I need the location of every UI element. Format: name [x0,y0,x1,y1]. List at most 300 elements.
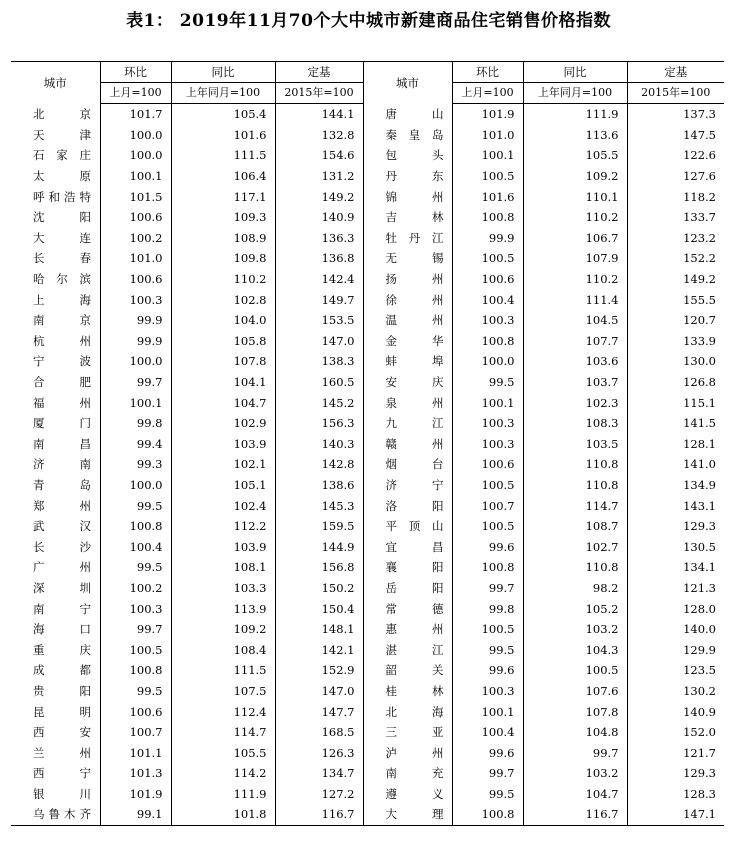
base-cell: 142.1 [275,639,363,660]
mom-cell: 100.1 [100,392,171,413]
yoy-cell: 111.5 [171,660,275,681]
mom-cell: 99.7 [100,372,171,393]
city-cell [363,681,452,702]
city-cell [363,145,452,166]
base-cell: 115.1 [627,392,724,413]
mom-cell: 100.1 [452,392,523,413]
base-cell: 130.2 [627,681,724,702]
city-name: 南 宁 [33,601,91,616]
table-row [11,804,724,825]
mom-cell: 101.1 [100,742,171,763]
city-name: 秦 皇 岛 [385,127,444,142]
yoy-cell: 110.2 [523,269,627,290]
city-cell [363,331,452,352]
table-row [11,125,724,146]
base-cell: 126.3 [275,742,363,763]
mom-cell: 100.6 [452,269,523,290]
city-cell [363,392,452,413]
base-cell: 128.3 [627,784,724,805]
base-cell: 159.5 [275,516,363,537]
mom-cell: 100.2 [100,228,171,249]
city-name: 徐 州 [385,292,444,307]
mom-cell: 100.6 [452,454,523,475]
city-name: 青 岛 [33,477,91,492]
city-cell [11,598,100,619]
city-name: 南 充 [385,766,444,781]
yoy-cell: 108.9 [171,228,275,249]
mom-cell: 100.5 [452,619,523,640]
city-cell [11,475,100,496]
base-cell: 138.6 [275,475,363,496]
mom-cell: 100.0 [100,475,171,496]
yoy-cell: 114.7 [171,722,275,743]
mom-cell: 101.3 [100,763,171,784]
city-name: 南 京 [33,313,91,328]
table-row [11,289,724,310]
city-name: 合 肥 [33,375,91,390]
mom-cell: 100.5 [100,639,171,660]
yoy-cell: 100.5 [523,660,627,681]
city-name: 长 春 [33,251,91,266]
city-name: 成 都 [33,663,91,678]
mom-cell: 99.9 [100,331,171,352]
city-cell [363,578,452,599]
yoy-cell: 104.7 [523,784,627,805]
yoy-cell: 114.2 [171,763,275,784]
city-name: 昆 明 [33,704,91,719]
yoy-cell: 107.5 [171,681,275,702]
yoy-cell: 105.1 [171,475,275,496]
city-name: 大 连 [33,230,91,245]
mom-cell: 99.6 [452,742,523,763]
table-row [11,701,724,722]
mom-cell: 101.9 [100,784,171,805]
city-cell [363,660,452,681]
yoy-cell: 104.3 [523,639,627,660]
base-cell: 122.6 [627,145,724,166]
mom-cell: 101.0 [100,248,171,269]
city-name: 常 德 [385,601,444,616]
base-cell: 134.9 [627,475,724,496]
yoy-cell: 117.1 [171,186,275,207]
table-row [11,351,724,372]
city-cell [363,536,452,557]
mom-cell: 100.3 [100,289,171,310]
base-cell: 128.1 [627,434,724,455]
base-cell: 137.3 [627,104,724,125]
base-cell: 130.0 [627,351,724,372]
yoy-cell: 103.9 [171,434,275,455]
base-cell: 128.0 [627,598,724,619]
table-row [11,269,724,290]
city-cell [363,701,452,722]
mom-cell: 100.3 [452,413,523,434]
base-cell: 136.3 [275,228,363,249]
base-cell: 142.4 [275,269,363,290]
base-cell: 150.2 [275,578,363,599]
base-cell: 152.2 [627,248,724,269]
city-cell [11,516,100,537]
base-cell: 147.7 [275,701,363,722]
table-row [11,619,724,640]
table-row [11,207,724,228]
mom-cell: 101.5 [100,186,171,207]
city-cell [11,351,100,372]
yoy-cell: 102.8 [171,289,275,310]
base-cell: 140.9 [275,207,363,228]
table-row [11,413,724,434]
yoy-cell: 110.2 [523,207,627,228]
base-cell: 140.9 [627,701,724,722]
yoy-cell: 104.8 [523,722,627,743]
mom-cell: 100.0 [100,145,171,166]
base-cell: 160.5 [275,372,363,393]
base-cell: 156.8 [275,557,363,578]
yoy-cell: 107.7 [523,331,627,352]
mom-cell: 99.5 [452,639,523,660]
base-cell: 129.9 [627,639,724,660]
yoy-cell: 114.7 [523,495,627,516]
mom-cell: 100.5 [452,475,523,496]
city-cell [363,598,452,619]
base-cell: 147.0 [275,681,363,702]
city-cell [11,248,100,269]
base-cell: 153.5 [275,310,363,331]
table-row [11,516,724,537]
city-name: 泸 州 [385,745,444,760]
mom-cell: 99.6 [452,536,523,557]
city-cell [363,784,452,805]
base-subheader: 2015年=100 [275,83,363,104]
yoy-column-header: 同比 [523,62,627,83]
table-row [11,166,724,187]
city-name: 太 原 [33,169,91,184]
mom-cell: 100.0 [100,125,171,146]
mom-cell: 100.2 [100,578,171,599]
header-row-main [11,62,724,83]
city-name: 襄 阳 [385,560,444,575]
mom-cell: 100.5 [452,166,523,187]
city-name: 宁 波 [33,354,91,369]
table-row [11,475,724,496]
yoy-cell: 103.9 [171,536,275,557]
yoy-cell: 112.4 [171,701,275,722]
yoy-cell: 111.4 [523,289,627,310]
base-cell: 121.7 [627,742,724,763]
base-cell: 140.0 [627,619,724,640]
mom-cell: 99.5 [100,557,171,578]
mom-cell: 99.3 [100,454,171,475]
table-row [11,495,724,516]
base-cell: 127.6 [627,166,724,187]
city-cell [11,392,100,413]
base-cell: 140.3 [275,434,363,455]
city-cell [11,166,100,187]
city-cell [11,536,100,557]
yoy-column-header: 同比 [171,62,275,83]
city-cell [11,495,100,516]
mom-column-header: 环比 [452,62,523,83]
city-cell [11,207,100,228]
base-cell: 145.2 [275,392,363,413]
city-name: 贵 阳 [33,683,91,698]
mom-cell: 101.7 [100,104,171,125]
city-name: 唐 山 [385,107,444,122]
table-row [11,639,724,660]
mom-cell: 100.4 [100,536,171,557]
yoy-cell: 99.7 [523,742,627,763]
yoy-cell: 103.3 [171,578,275,599]
city-name: 金 华 [385,333,444,348]
yoy-cell: 104.7 [171,392,275,413]
city-cell [11,289,100,310]
base-column-header: 定基 [627,62,724,83]
city-name: 天 津 [33,127,91,142]
yoy-cell: 98.2 [523,578,627,599]
mom-cell: 100.8 [452,331,523,352]
mom-cell: 99.8 [452,598,523,619]
city-name: 杭 州 [33,333,91,348]
yoy-cell: 102.7 [523,536,627,557]
city-cell [11,784,100,805]
city-name: 惠 州 [385,622,444,637]
table-body [11,104,724,826]
city-cell [11,804,100,825]
table-row [11,228,724,249]
base-cell: 131.2 [275,166,363,187]
mom-cell: 99.9 [452,228,523,249]
city-cell [11,557,100,578]
mom-cell: 101.9 [452,104,523,125]
yoy-cell: 103.2 [523,619,627,640]
base-cell: 120.7 [627,310,724,331]
city-cell [363,104,452,125]
city-name: 深 圳 [33,580,91,595]
base-cell: 118.2 [627,186,724,207]
yoy-cell: 116.7 [523,804,627,825]
yoy-cell: 102.3 [523,392,627,413]
yoy-cell: 105.4 [171,104,275,125]
table-row [11,578,724,599]
city-column-header: 城市 [11,62,100,104]
mom-column-header: 环比 [100,62,171,83]
mom-subheader: 上月=100 [100,83,171,104]
city-cell [363,248,452,269]
mom-cell: 100.1 [452,145,523,166]
city-cell [11,681,100,702]
yoy-cell: 103.2 [523,763,627,784]
yoy-cell: 102.9 [171,413,275,434]
city-cell [11,269,100,290]
city-name: 厦 门 [33,416,91,431]
city-cell [363,722,452,743]
city-cell [363,413,452,434]
yoy-subheader: 上年同月=100 [171,83,275,104]
table-row [11,763,724,784]
base-cell: 141.0 [627,454,724,475]
table-row [11,248,724,269]
mom-cell: 100.0 [452,351,523,372]
city-cell [11,742,100,763]
yoy-cell: 110.8 [523,454,627,475]
table-row [11,310,724,331]
table-row [11,598,724,619]
yoy-cell: 111.9 [523,104,627,125]
yoy-cell: 108.7 [523,516,627,537]
city-name: 桂 林 [385,683,444,698]
city-name: 牡 丹 江 [385,230,444,245]
mom-cell: 100.7 [452,495,523,516]
mom-cell: 100.7 [100,722,171,743]
table-row [11,660,724,681]
table-row [11,372,724,393]
base-cell: 141.5 [627,413,724,434]
yoy-cell: 104.5 [523,310,627,331]
city-name: 武 汉 [33,519,91,534]
base-cell: 142.8 [275,454,363,475]
base-cell: 156.3 [275,413,363,434]
yoy-cell: 109.2 [171,619,275,640]
mom-subheader: 上月=100 [452,83,523,104]
yoy-cell: 103.6 [523,351,627,372]
base-cell: 144.9 [275,536,363,557]
yoy-cell: 110.1 [523,186,627,207]
table-row [11,722,724,743]
city-cell [11,619,100,640]
city-cell [363,289,452,310]
yoy-cell: 110.8 [523,475,627,496]
yoy-cell: 107.8 [171,351,275,372]
city-name: 平 顶 山 [385,519,444,534]
city-name: 遵 义 [385,786,444,801]
city-name: 海 口 [33,622,91,637]
city-name: 福 州 [33,395,91,410]
base-cell: 126.8 [627,372,724,393]
base-cell: 116.7 [275,804,363,825]
city-cell [11,660,100,681]
mom-cell: 100.8 [452,804,523,825]
city-cell [363,557,452,578]
city-name: 赣 州 [385,436,444,451]
table-row [11,742,724,763]
city-name: 烟 台 [385,457,444,472]
city-cell [363,228,452,249]
city-cell [363,310,452,331]
base-cell: 123.5 [627,660,724,681]
base-cell: 132.8 [275,125,363,146]
city-name: 西 宁 [33,766,91,781]
base-cell: 155.5 [627,289,724,310]
base-cell: 134.1 [627,557,724,578]
city-name: 哈 尔 滨 [33,272,91,287]
city-name: 锦 州 [385,189,444,204]
yoy-cell: 108.4 [171,639,275,660]
mom-cell: 99.5 [452,784,523,805]
city-name: 安 庆 [385,375,444,390]
mom-cell: 100.6 [100,207,171,228]
city-cell [363,434,452,455]
yoy-cell: 102.4 [171,495,275,516]
city-cell [11,763,100,784]
yoy-cell: 109.2 [523,166,627,187]
table-row [11,784,724,805]
city-name: 泉 州 [385,395,444,410]
city-name: 扬 州 [385,272,444,287]
city-name: 兰 州 [33,745,91,760]
mom-cell: 99.7 [100,619,171,640]
base-cell: 133.9 [627,331,724,352]
city-name: 西 安 [33,725,91,740]
city-name: 吉 林 [385,210,444,225]
mom-cell: 100.1 [452,701,523,722]
base-cell: 150.4 [275,598,363,619]
mom-cell: 100.5 [452,248,523,269]
base-subheader: 2015年=100 [627,83,724,104]
city-cell [11,104,100,125]
mom-cell: 99.5 [100,495,171,516]
yoy-cell: 109.8 [171,248,275,269]
base-cell: 149.7 [275,289,363,310]
city-name: 温 州 [385,313,444,328]
city-cell [11,701,100,722]
base-cell: 148.1 [275,619,363,640]
yoy-cell: 105.8 [171,331,275,352]
base-cell: 154.6 [275,145,363,166]
yoy-cell: 106.4 [171,166,275,187]
city-cell [363,495,452,516]
base-cell: 147.5 [627,125,724,146]
base-cell: 147.1 [627,804,724,825]
mom-cell: 99.6 [452,660,523,681]
city-cell [363,475,452,496]
city-cell [363,166,452,187]
yoy-cell: 113.6 [523,125,627,146]
city-cell [11,722,100,743]
mom-cell: 99.1 [100,804,171,825]
mom-cell: 101.6 [452,186,523,207]
mom-cell: 100.3 [452,310,523,331]
yoy-cell: 111.5 [171,145,275,166]
city-cell [11,639,100,660]
base-cell: 136.8 [275,248,363,269]
city-cell [11,125,100,146]
city-name: 北 京 [33,107,91,122]
price-index-table [11,61,724,826]
base-cell: 123.2 [627,228,724,249]
mom-cell: 100.8 [452,207,523,228]
yoy-cell: 101.6 [171,125,275,146]
city-name: 广 州 [33,560,91,575]
city-name: 大 理 [385,807,444,822]
base-cell: 129.3 [627,763,724,784]
mom-cell: 100.3 [452,434,523,455]
mom-cell: 99.8 [100,413,171,434]
city-cell [363,186,452,207]
base-cell: 134.7 [275,763,363,784]
base-column-header: 定基 [275,62,363,83]
city-cell [11,372,100,393]
city-cell [363,125,452,146]
yoy-cell: 113.9 [171,598,275,619]
mom-cell: 101.0 [452,125,523,146]
base-cell: 149.2 [275,186,363,207]
base-cell: 127.2 [275,784,363,805]
city-column-header: 城市 [363,62,452,104]
city-name: 济 宁 [385,477,444,492]
city-name: 银 川 [33,786,91,801]
mom-cell: 100.3 [452,681,523,702]
city-name: 丹 东 [385,169,444,184]
